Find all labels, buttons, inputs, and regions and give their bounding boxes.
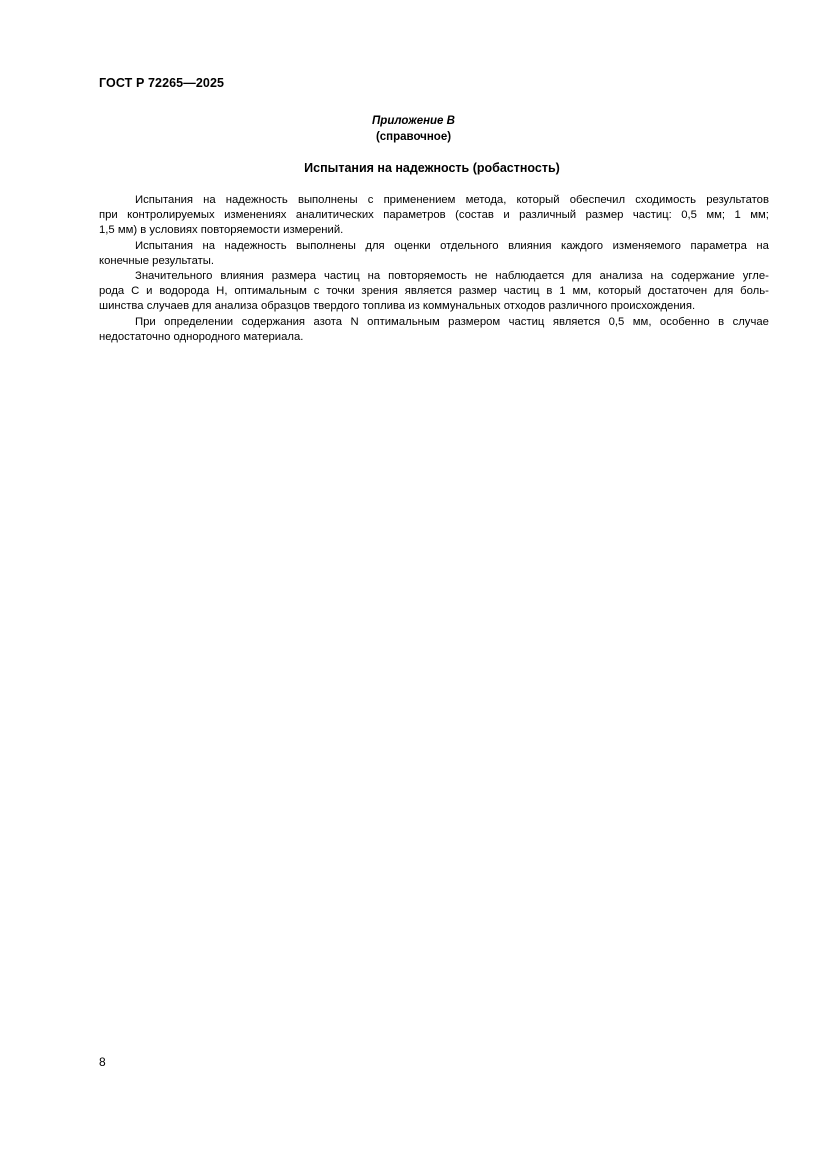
word: который	[597, 285, 642, 298]
word: точки	[326, 285, 355, 298]
paragraph-1	[99, 193, 769, 239]
word: не	[474, 269, 488, 282]
word: отдельного	[440, 239, 499, 252]
word: N	[350, 315, 359, 328]
word: мм;	[750, 209, 769, 222]
word: для	[365, 239, 385, 252]
paragraph-line	[99, 315, 769, 330]
paragraph-line: недостаточно однородного материала.	[99, 330, 304, 343]
paragraph-line	[99, 239, 769, 254]
word: на	[203, 194, 216, 206]
word: и	[146, 285, 153, 298]
word: с	[367, 194, 374, 206]
section-title: Испытания на надежность (робастность)	[304, 161, 560, 175]
word: различный	[519, 209, 577, 222]
word: C	[131, 285, 140, 298]
paragraph-line	[99, 284, 769, 299]
word: 1	[734, 209, 741, 222]
word: на	[202, 239, 216, 252]
word: изменяемого	[612, 239, 681, 252]
word: оценки	[394, 239, 431, 252]
word: размера	[271, 269, 316, 282]
word: угле-	[742, 269, 769, 282]
word: для	[572, 269, 592, 282]
word: водорода	[159, 285, 210, 298]
word: частиц	[508, 315, 545, 328]
paragraph-line	[99, 208, 769, 223]
word: наблюдается	[495, 269, 565, 282]
word: оптимальным	[234, 285, 307, 298]
word: является	[404, 285, 453, 298]
paragraph-2	[99, 239, 769, 269]
word: зрения	[361, 285, 398, 298]
word: 0,5	[681, 209, 697, 222]
word: на	[756, 239, 769, 252]
word: метода,	[465, 194, 507, 206]
word: надежность	[225, 194, 288, 206]
word: Значительного	[135, 269, 213, 282]
word: случае	[732, 315, 769, 328]
document-code: ГОСТ Р 72265—2025	[99, 76, 225, 90]
word: частиц	[323, 269, 360, 282]
word: Испытания	[135, 194, 194, 206]
word: При	[135, 315, 156, 328]
word: влияния	[220, 269, 264, 282]
word: 0,5	[608, 315, 625, 328]
word: повторяемость	[388, 269, 467, 282]
word: частиц	[503, 285, 540, 298]
word: надежность	[224, 239, 287, 252]
word: размер	[585, 209, 624, 222]
word: размер	[458, 285, 497, 298]
word: аналитических	[295, 209, 374, 222]
word: результатов	[706, 194, 769, 206]
word: в	[546, 285, 553, 298]
page-number: 8	[99, 1055, 106, 1069]
word: выполнены	[297, 194, 358, 206]
word: азота	[313, 315, 343, 328]
word: в	[718, 315, 725, 328]
word: параметра	[690, 239, 747, 252]
word: изменениях	[224, 209, 287, 222]
word: на	[367, 269, 381, 282]
paragraph-3	[99, 269, 769, 315]
word: выполнены	[296, 239, 356, 252]
word: который	[516, 194, 560, 206]
word: размером	[448, 315, 501, 328]
paragraph-4	[99, 315, 769, 345]
word: особенно	[659, 315, 710, 328]
word: частиц:	[632, 209, 672, 222]
word: контролируемых	[127, 209, 215, 222]
word: мм;	[706, 209, 726, 222]
word: 1	[559, 285, 566, 298]
word: (состав	[455, 209, 494, 222]
word: с	[313, 285, 320, 298]
word: каждого	[561, 239, 604, 252]
word: боль-	[740, 285, 769, 298]
word: содержания	[241, 315, 306, 328]
paragraph-line	[99, 193, 769, 208]
word: рода	[99, 285, 125, 298]
word: обеспечил	[569, 194, 626, 206]
word: анализа	[599, 269, 643, 282]
paragraph-line	[99, 269, 769, 284]
word: определении	[164, 315, 234, 328]
word: мм,	[572, 285, 592, 298]
word: параметров	[383, 209, 446, 222]
word: достаточен	[648, 285, 708, 298]
paragraph-line: конечные результаты.	[99, 254, 215, 267]
word: на	[650, 269, 664, 282]
annex-status: (справочное)	[375, 131, 452, 143]
word: мм,	[632, 315, 652, 328]
paragraph-line: 1,5 мм) в условиях повторяемости измерений.	[99, 224, 344, 237]
word: оптимальным	[367, 315, 440, 328]
word: при	[99, 209, 118, 222]
word: является	[552, 315, 601, 328]
word: сходимость	[635, 194, 697, 206]
word: и	[503, 209, 510, 222]
word: Испытания	[135, 239, 194, 252]
word: влияния	[508, 239, 552, 252]
word: H,	[216, 285, 228, 298]
word: применением	[383, 194, 456, 206]
word: содержание	[671, 269, 735, 282]
paragraph-line: шинства случаев для анализа образцов твердого топлива из коммунальных отходов различного происхождения.	[99, 300, 696, 313]
annex-title: Приложение В	[372, 115, 455, 127]
word: для	[713, 285, 734, 298]
body-text	[99, 193, 769, 345]
